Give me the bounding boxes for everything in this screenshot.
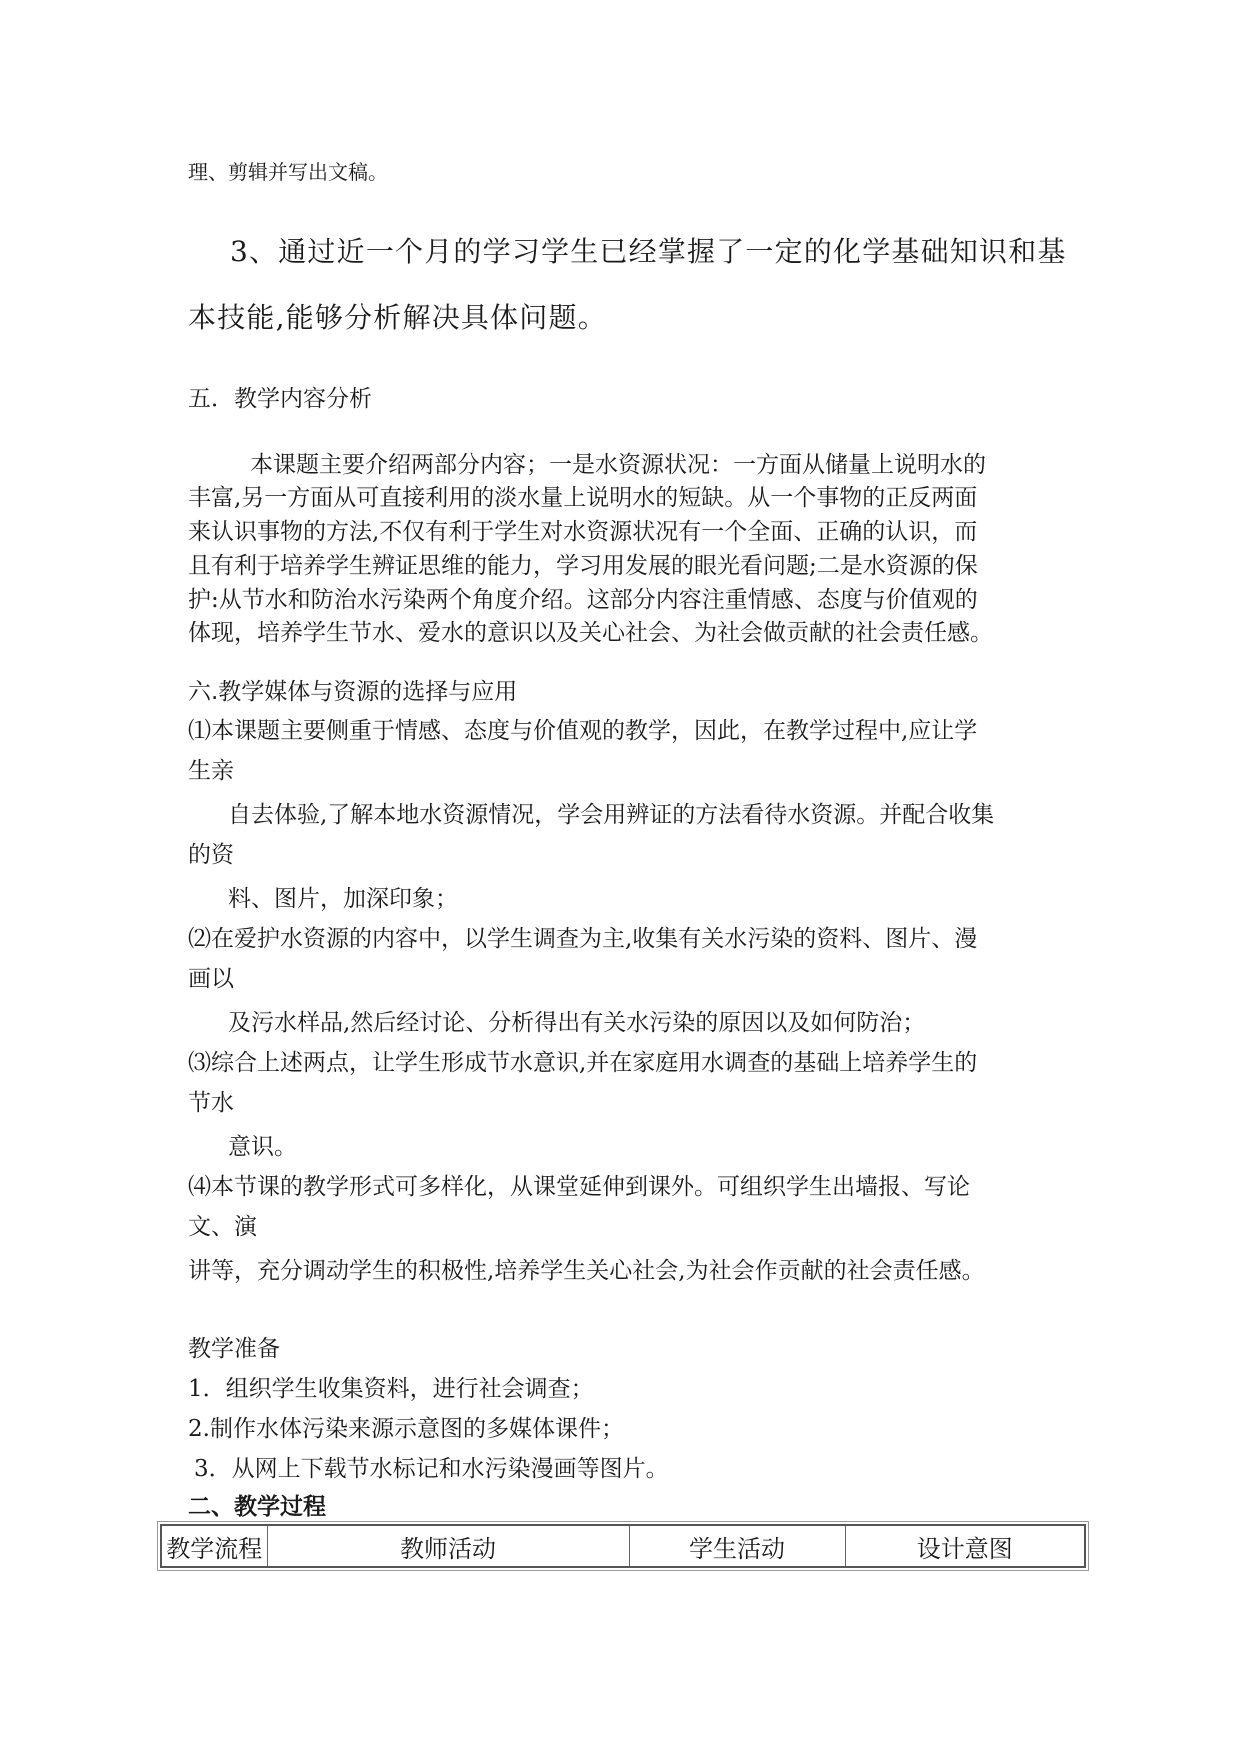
column-header-student: 学生活动: [629, 1525, 845, 1567]
section-heading: 二、教学过程: [188, 1494, 326, 1520]
section-heading: 教学准备: [188, 1336, 280, 1362]
text-line: 本课题主要介绍两部分内容；一是水资源状况：一方面从储量上说明水的: [250, 452, 986, 478]
text-line: 3、通过近一个月的学习学生已经掌握了一定的化学基础知识和基: [230, 235, 1067, 268]
text-line: 本技能,能够分析解决具体问题。: [188, 301, 607, 334]
column-header-intent: 设计意图: [845, 1525, 1085, 1567]
text-line: 来认识事物的方法,不仅有利于学生对水资源状况有一个全面、正确的认识，而: [188, 519, 978, 545]
text-line: 节水: [188, 1090, 234, 1116]
text-line: 自去体验,了解本地水资源情况，学会用辨证的方法看待水资源。并配合收集: [228, 802, 995, 828]
text-line: 理、剪辑并写出文稿。: [188, 160, 388, 184]
text-line: 料、图片，加深印象；: [228, 886, 458, 912]
text-line: 且有利于培养学生辨证思维的能力，学习用发展的眼光看问题;二是水资源的保: [188, 553, 978, 579]
column-header-flow: 教学流程: [161, 1525, 267, 1567]
text-line: ⑵在爱护水资源的内容中，以学生调查为主,收集有关水污染的资料、图片、漫: [188, 926, 978, 952]
text-line: 1．组织学生收集资料，进行社会调查；: [188, 1376, 594, 1402]
teaching-process-table: [160, 1524, 1086, 1568]
text-line: 生亲: [188, 758, 234, 784]
table-header-row: [161, 1525, 1085, 1567]
text-line: 2.制作水体污染来源示意图的多媒体课件；: [188, 1416, 624, 1442]
column-header-teacher: 教师活动: [267, 1525, 629, 1567]
text-line: 护:从节水和防治水污染两个角度介绍。这部分内容注重情感、态度与价值观的: [188, 587, 978, 613]
text-line: ⑴本课题主要侧重于情感、态度与价值观的教学，因此，在教学过程中,应让学: [188, 718, 978, 744]
text-line: 画以: [188, 966, 234, 992]
text-line: 讲等，充分调动学生的积极性,培养学生关心社会,为社会作贡献的社会责任感。: [188, 1258, 985, 1284]
text-line: 的资: [188, 842, 234, 868]
text-line: ⑶综合上述两点，让学生形成节水意识,并在家庭用水调查的基础上培养学生的: [188, 1050, 978, 1076]
text-line: 及污水样品,然后经讨论、分析得出有关水污染的原因以及如何防治；: [228, 1010, 926, 1036]
text-line: 意识。: [228, 1134, 297, 1160]
section-heading: 六.教学媒体与资源的选择与应用: [188, 679, 518, 705]
text-line: 丰富,另一方面从可直接利用的淡水量上说明水的短缺。从一个事物的正反两面: [188, 485, 978, 511]
text-line: 文、演: [188, 1214, 257, 1240]
text-line: 3．从网上下载节水标记和水污染漫画等图片。: [194, 1456, 669, 1482]
section-heading: 五．教学内容分析: [188, 386, 372, 412]
text-line: 体现，培养学生节水、爱水的意识以及关心社会、为社会做贡献的社会责任感。: [188, 620, 993, 646]
text-line: ⑷本节课的教学形式可多样化，从课堂延伸到课外。可组织学生出墙报、写论: [188, 1174, 970, 1200]
